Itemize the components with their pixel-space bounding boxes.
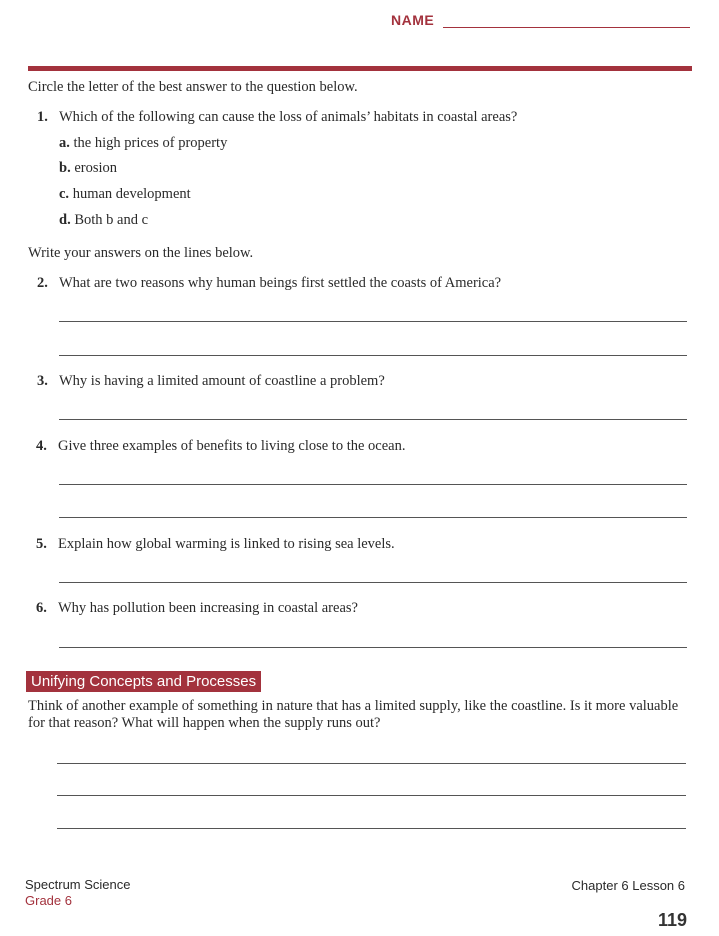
chapter-lesson: Chapter 6 Lesson 6 xyxy=(571,878,685,893)
name-label: NAME xyxy=(391,12,435,28)
answer-line[interactable] xyxy=(59,582,687,583)
name-input-line[interactable] xyxy=(443,27,690,28)
question-text: Which of the following can cause the loss of animals’ habitats in coastal areas? xyxy=(59,109,518,125)
option-letter: c. xyxy=(59,186,70,202)
instructions-multiple-choice: Circle the letter of the best answer to the question below. xyxy=(28,79,358,95)
footer-book-info xyxy=(25,877,131,909)
question-number: 4. xyxy=(36,438,47,454)
question-text: Why has pollution been increasing in coastal areas? xyxy=(58,600,358,616)
option-c[interactable] xyxy=(59,185,191,203)
question-2 xyxy=(37,274,501,292)
book-title: Spectrum Science xyxy=(25,877,131,892)
option-a[interactable] xyxy=(59,134,227,152)
answer-line[interactable] xyxy=(59,484,687,485)
question-number: 1. xyxy=(37,109,48,125)
question-5 xyxy=(36,535,395,553)
header-divider-bar xyxy=(28,66,692,71)
question-number: 2. xyxy=(37,275,48,291)
question-text: Why is having a limited amount of coastline a problem? xyxy=(59,373,385,389)
question-number: 3. xyxy=(37,373,48,389)
option-letter: b. xyxy=(59,160,71,176)
option-text: human development xyxy=(72,186,191,202)
section-prompt: Think of another example of something in nature that has a limited supply, like the coastline. Is it more valuable for that reason? What will happen when the supply runs out? xyxy=(28,698,679,731)
grade-label: Grade 6 xyxy=(25,893,72,908)
section-header-unifying-concepts: Unifying Concepts and Processes xyxy=(26,671,261,692)
option-b[interactable] xyxy=(59,159,117,177)
question-text: What are two reasons why human beings first settled the coasts of America? xyxy=(59,275,502,291)
answer-line[interactable] xyxy=(59,647,687,648)
answer-line[interactable] xyxy=(57,828,686,829)
instructions-written: Write your answers on the lines below. xyxy=(28,245,254,261)
question-1 xyxy=(37,108,517,126)
answer-line[interactable] xyxy=(59,355,687,356)
question-6 xyxy=(36,599,358,617)
option-letter: d. xyxy=(59,212,71,228)
option-d[interactable] xyxy=(59,211,148,229)
option-letter: a. xyxy=(59,135,70,151)
option-text: Both b and c xyxy=(74,212,149,228)
answer-line[interactable] xyxy=(59,419,687,420)
question-text: Give three examples of benefits to living close to the ocean. xyxy=(58,438,406,454)
answer-line[interactable] xyxy=(59,517,687,518)
question-number: 5. xyxy=(36,536,47,552)
page-number: 119 xyxy=(657,910,687,930)
question-3 xyxy=(37,372,385,390)
answer-line[interactable] xyxy=(57,763,686,764)
question-text: Explain how global warming is linked to rising sea levels. xyxy=(58,536,395,552)
answer-line[interactable] xyxy=(57,795,686,796)
option-text: the high prices of property xyxy=(73,135,228,151)
question-4 xyxy=(36,437,405,455)
question-number: 6. xyxy=(36,600,47,616)
answer-line[interactable] xyxy=(59,321,687,322)
option-text: erosion xyxy=(74,160,118,176)
